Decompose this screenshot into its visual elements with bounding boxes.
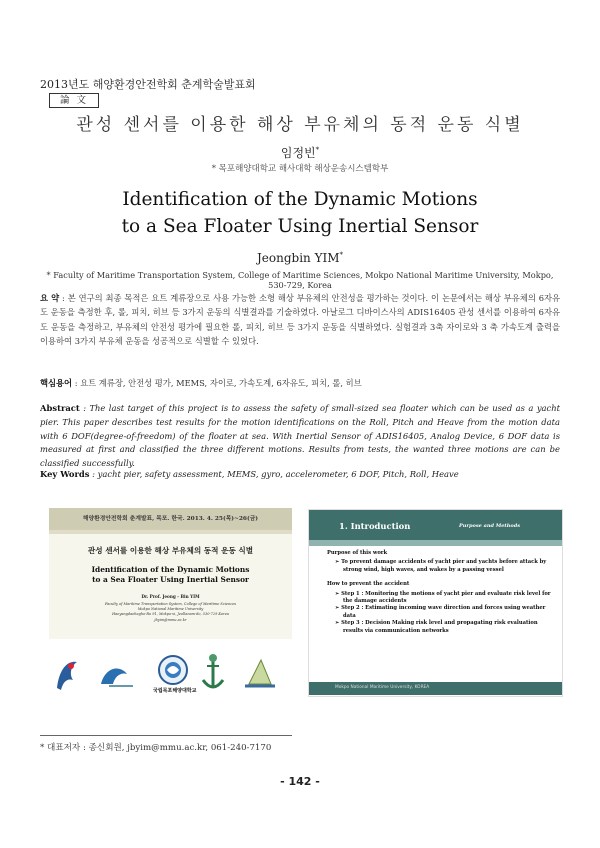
- step-3-text: Step 3 : Decision Making risk level and propagating risk evaluation results via communication networks: [341, 620, 538, 634]
- slide1-affil-line2: Mokpo National Maritime University: [137, 607, 204, 612]
- abstract-english-text: : The last target of this project is to assess the safety of small-sized sea floater which can be used as a yacht pier. This paper describes test results for the motion identifications on the Roll, Pitch and Heave from the motion data with 6 DOF(degree-of-freedom) of the floater at sea. With Inertial Sensor of ADIS16405, Analog Device, 6 DOF data is measured at first and classified the three different motions. Results from tests, the wanted three motions are can be classified successfully.: [40, 403, 560, 469]
- slide1-affiliation: [49, 602, 292, 623]
- author-english-mark: *: [339, 251, 344, 259]
- university-logo-text: 국립목포해양대학교: [153, 688, 197, 694]
- keywords-english: [40, 469, 560, 479]
- footnote-divider: [40, 735, 292, 736]
- keywords-korean-text: : 요트 계류장, 안전성 평가, MEMS, 자이로, 가속도계, 6자유도, 피치, 롤, 히브: [74, 378, 362, 388]
- slide2-section-title: 1. Introduction: [339, 521, 411, 531]
- slide2-footer: [309, 682, 562, 695]
- introduction-slide-image: [308, 509, 563, 697]
- title-slide-image: [49, 508, 292, 639]
- page-number: - 142 -: [280, 775, 320, 788]
- title-english-line2: to a Sea Floater Using Inertial Sensor: [121, 216, 479, 237]
- logo-row: [49, 650, 292, 694]
- ship-logo: [245, 660, 275, 686]
- logos-svg: [49, 650, 292, 694]
- author-korean-mark: *: [315, 146, 320, 154]
- title-english-line1: Identification of the Dynamic Motions: [122, 189, 478, 210]
- purpose-heading: Purpose of this work: [327, 550, 388, 556]
- dolphin-logo-1: [57, 662, 77, 690]
- slide1-title-english-line1: Identification of the Dynamic Motions: [91, 565, 250, 574]
- anchor-logo: [203, 654, 223, 688]
- slide2-footer-text: Mokpo National Maritime University, KOREA: [335, 685, 430, 690]
- slide1-top-stripe: [49, 530, 292, 534]
- slide1-title-english-line2: to a Sea Floater Using Inertial Sensor: [92, 575, 249, 584]
- abstract-english: [40, 402, 560, 471]
- abstract-korean-text: : 본 연구의 최종 목적은 요트 계류장으로 사용 가능한 소형 해상 부유체의 안전성을 평가하는 것이다. 이 논문에서는 해상 부유체의 6자유도 운동을 측정한 후, 롤, 피치, 히브 등 3가지 운동의 식별결과를 기술하였다. 아날로그 디바이스사의 ADIS16405 관성 센서를 이용하여 6자유도 운동을 측정하고, 부유체의 안전성 평가에 필요한 롤, 피치, 히브 등 3가지 운동을 식별하였다. 실험결과 3축 자이로와 3 축 가속도계 출력을 이용하여 3가지 부유체 운동을 성공적으로 식별할 수 있었다.: [40, 293, 561, 346]
- slide2-body: [327, 550, 555, 635]
- step-3: ➢ Step 3 : Decision Making risk level and propagating risk evaluation results via communication networks: [335, 620, 538, 634]
- abstract-korean-label: 요 약: [40, 293, 60, 303]
- slide1-affil-line4: jbyim@mmu.ac.kr: [154, 617, 187, 622]
- purpose-item-text: To prevent damage accidents of yacht pier and yachts before attack by strong wind, high waves, and wakes by a passing vessel: [341, 559, 547, 573]
- purpose-item: ➢ To prevent damage accidents of yacht pier and yachts before attack by strong wind, high waves, and wakes by a passing vessel: [335, 559, 547, 573]
- author-english: [0, 251, 600, 265]
- author-korean-name: 임정빈: [280, 146, 316, 160]
- keywords-english-text: : yacht pier, safety assessment, MEMS, gyro, accelerometer, 6 DOF, Pitch, Roll, Heave: [92, 469, 459, 479]
- slide1-top-bar: 해양환경안전학회 춘계발표, 목포. 한국. 2013. 4. 25(목)~26(금): [49, 508, 292, 530]
- slide2-subtitle: Purpose and Methods: [459, 523, 521, 529]
- step-2: ➢ Step 2 : Estimating incoming wave direction and forces using weather data: [335, 605, 546, 619]
- title-korean: 관성 센서를 이용한 해상 부유체의 동적 운동 식별: [76, 115, 524, 135]
- step-1-text: Step 1 : Monitoring the motions of yacht pier and evaluate risk level for the damage accidents: [341, 590, 551, 605]
- author-korean: [0, 144, 600, 161]
- conference-header: 2013년도 해양환경안전학회 춘계학술발표회: [40, 78, 256, 91]
- slide1-affil-line1: Faculty of Maritime Transportation System, College of Maritime Sciences: [104, 602, 237, 606]
- paper-type-tag: 論 文: [49, 93, 99, 108]
- keywords-korean: [40, 377, 560, 389]
- slide1-title-english: [49, 565, 292, 585]
- university-emblem: [159, 656, 187, 684]
- step-1: ➢ Step 1 : Monitoring the motions of yacht pier and evaluate risk level for the damage accidents: [335, 590, 551, 605]
- slide1-affil-line3: Haeyangdaehagho-Ro 91, Mokpo-si, Jeollanam-do, 530-729 Korea: [112, 612, 229, 617]
- keywords-english-label: Key Words: [40, 469, 90, 479]
- footnote: * 대표저자 : 종신회원, jbyim@mmu.ac.kr, 061-240-7170: [40, 743, 272, 753]
- affiliation-korean: * 목포해양대학교 해사대학 해상운송시스템학부: [211, 164, 389, 174]
- whale-logo: [101, 669, 133, 686]
- title-english: [0, 186, 600, 240]
- abstract-english-label: Abstract: [40, 403, 80, 413]
- slide1-title-korean: 관성 센서를 이용한 해상 부유체의 동적 운동 식별: [87, 546, 254, 555]
- abstract-korean: [40, 291, 560, 348]
- slide2-header-stripe: [309, 540, 562, 546]
- affiliation-english: * Faculty of Maritime Transportation System, College of Maritime Sciences, Mokpo National Maritime University, Mokpo, 530-729, Korea: [46, 270, 554, 290]
- author-english-name: Jeongbin YIM: [256, 251, 340, 265]
- slide1-author: Dr. Prof. Jeong - Bin YIM: [141, 594, 200, 599]
- how-heading: How to prevent the accident: [327, 581, 410, 588]
- step-2-text: Step 2 : Estimating incoming wave direction and forces using weather data: [341, 605, 546, 619]
- keywords-korean-label: 핵심용어: [40, 378, 73, 388]
